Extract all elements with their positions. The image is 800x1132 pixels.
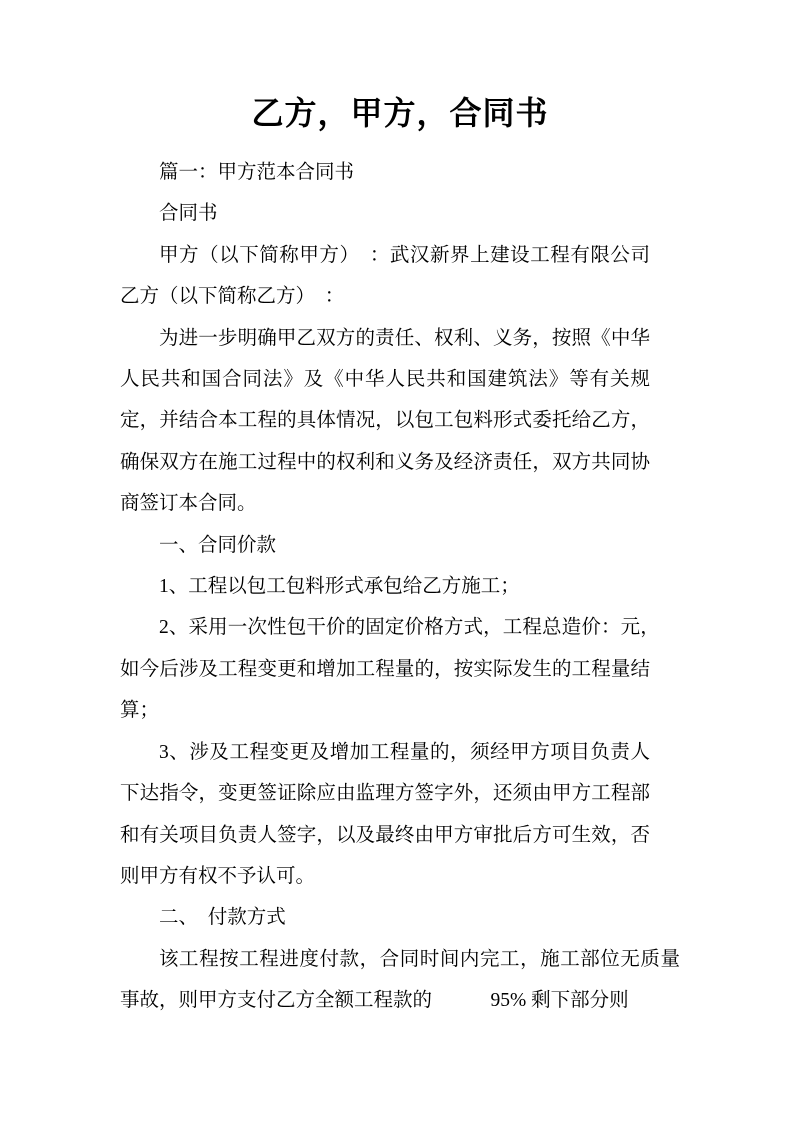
clause-1-3: 3、涉及工程变更及增加工程量的，须经甲方项目负责人下达指令，变更签证除应由监理方签字外，还须由甲方工程部和有关项目负责人签字，以及最终由甲方审批后方可生效，否则甲方有权不予认可。 (120, 741, 650, 887)
para-payment-terms: 该工程按工程进度付款，合同时间内完工，施工部位无质量事故，则甲方支付乙方全额工程款的 95% 剩下部分则 (120, 948, 680, 1012)
para-parties: 甲方（以下简称甲方） ：武汉新界上建设工程有限公司乙方（以下简称乙方） ： (120, 244, 650, 308)
heading-section-2-payment: 二、 付款方式 (159, 907, 286, 929)
document-body (120, 152, 690, 1022)
clause-1-1: 1、工程以包工包料形式承包给乙方施工； (159, 576, 520, 598)
document-title: 乙方，甲方，合同书 (251, 95, 549, 131)
para-preamble: 为进一步明确甲乙双方的责任、权利、义务，按照《中华人民共和国合同法》及《中华人民共和国建筑法》等有关规定，并结合本工程的具体情况，以包工包料形式委托给乙方，确保双方在施工过程中的权利和义务及经济责任，双方共同协商签订本合同。 (120, 327, 650, 515)
clause-1-2: 2、采用一次性包干价的固定价格方式，工程总造价：元， 如今后涉及工程变更和增加工程量的，按实际发生的工程量结算； (120, 617, 690, 722)
para-chapter-label: 篇一：甲方范本合同书 (159, 162, 355, 183)
heading-section-1-contract-price: 一、合同价款 (159, 534, 277, 556)
para-contract-heading: 合同书 (159, 203, 218, 225)
